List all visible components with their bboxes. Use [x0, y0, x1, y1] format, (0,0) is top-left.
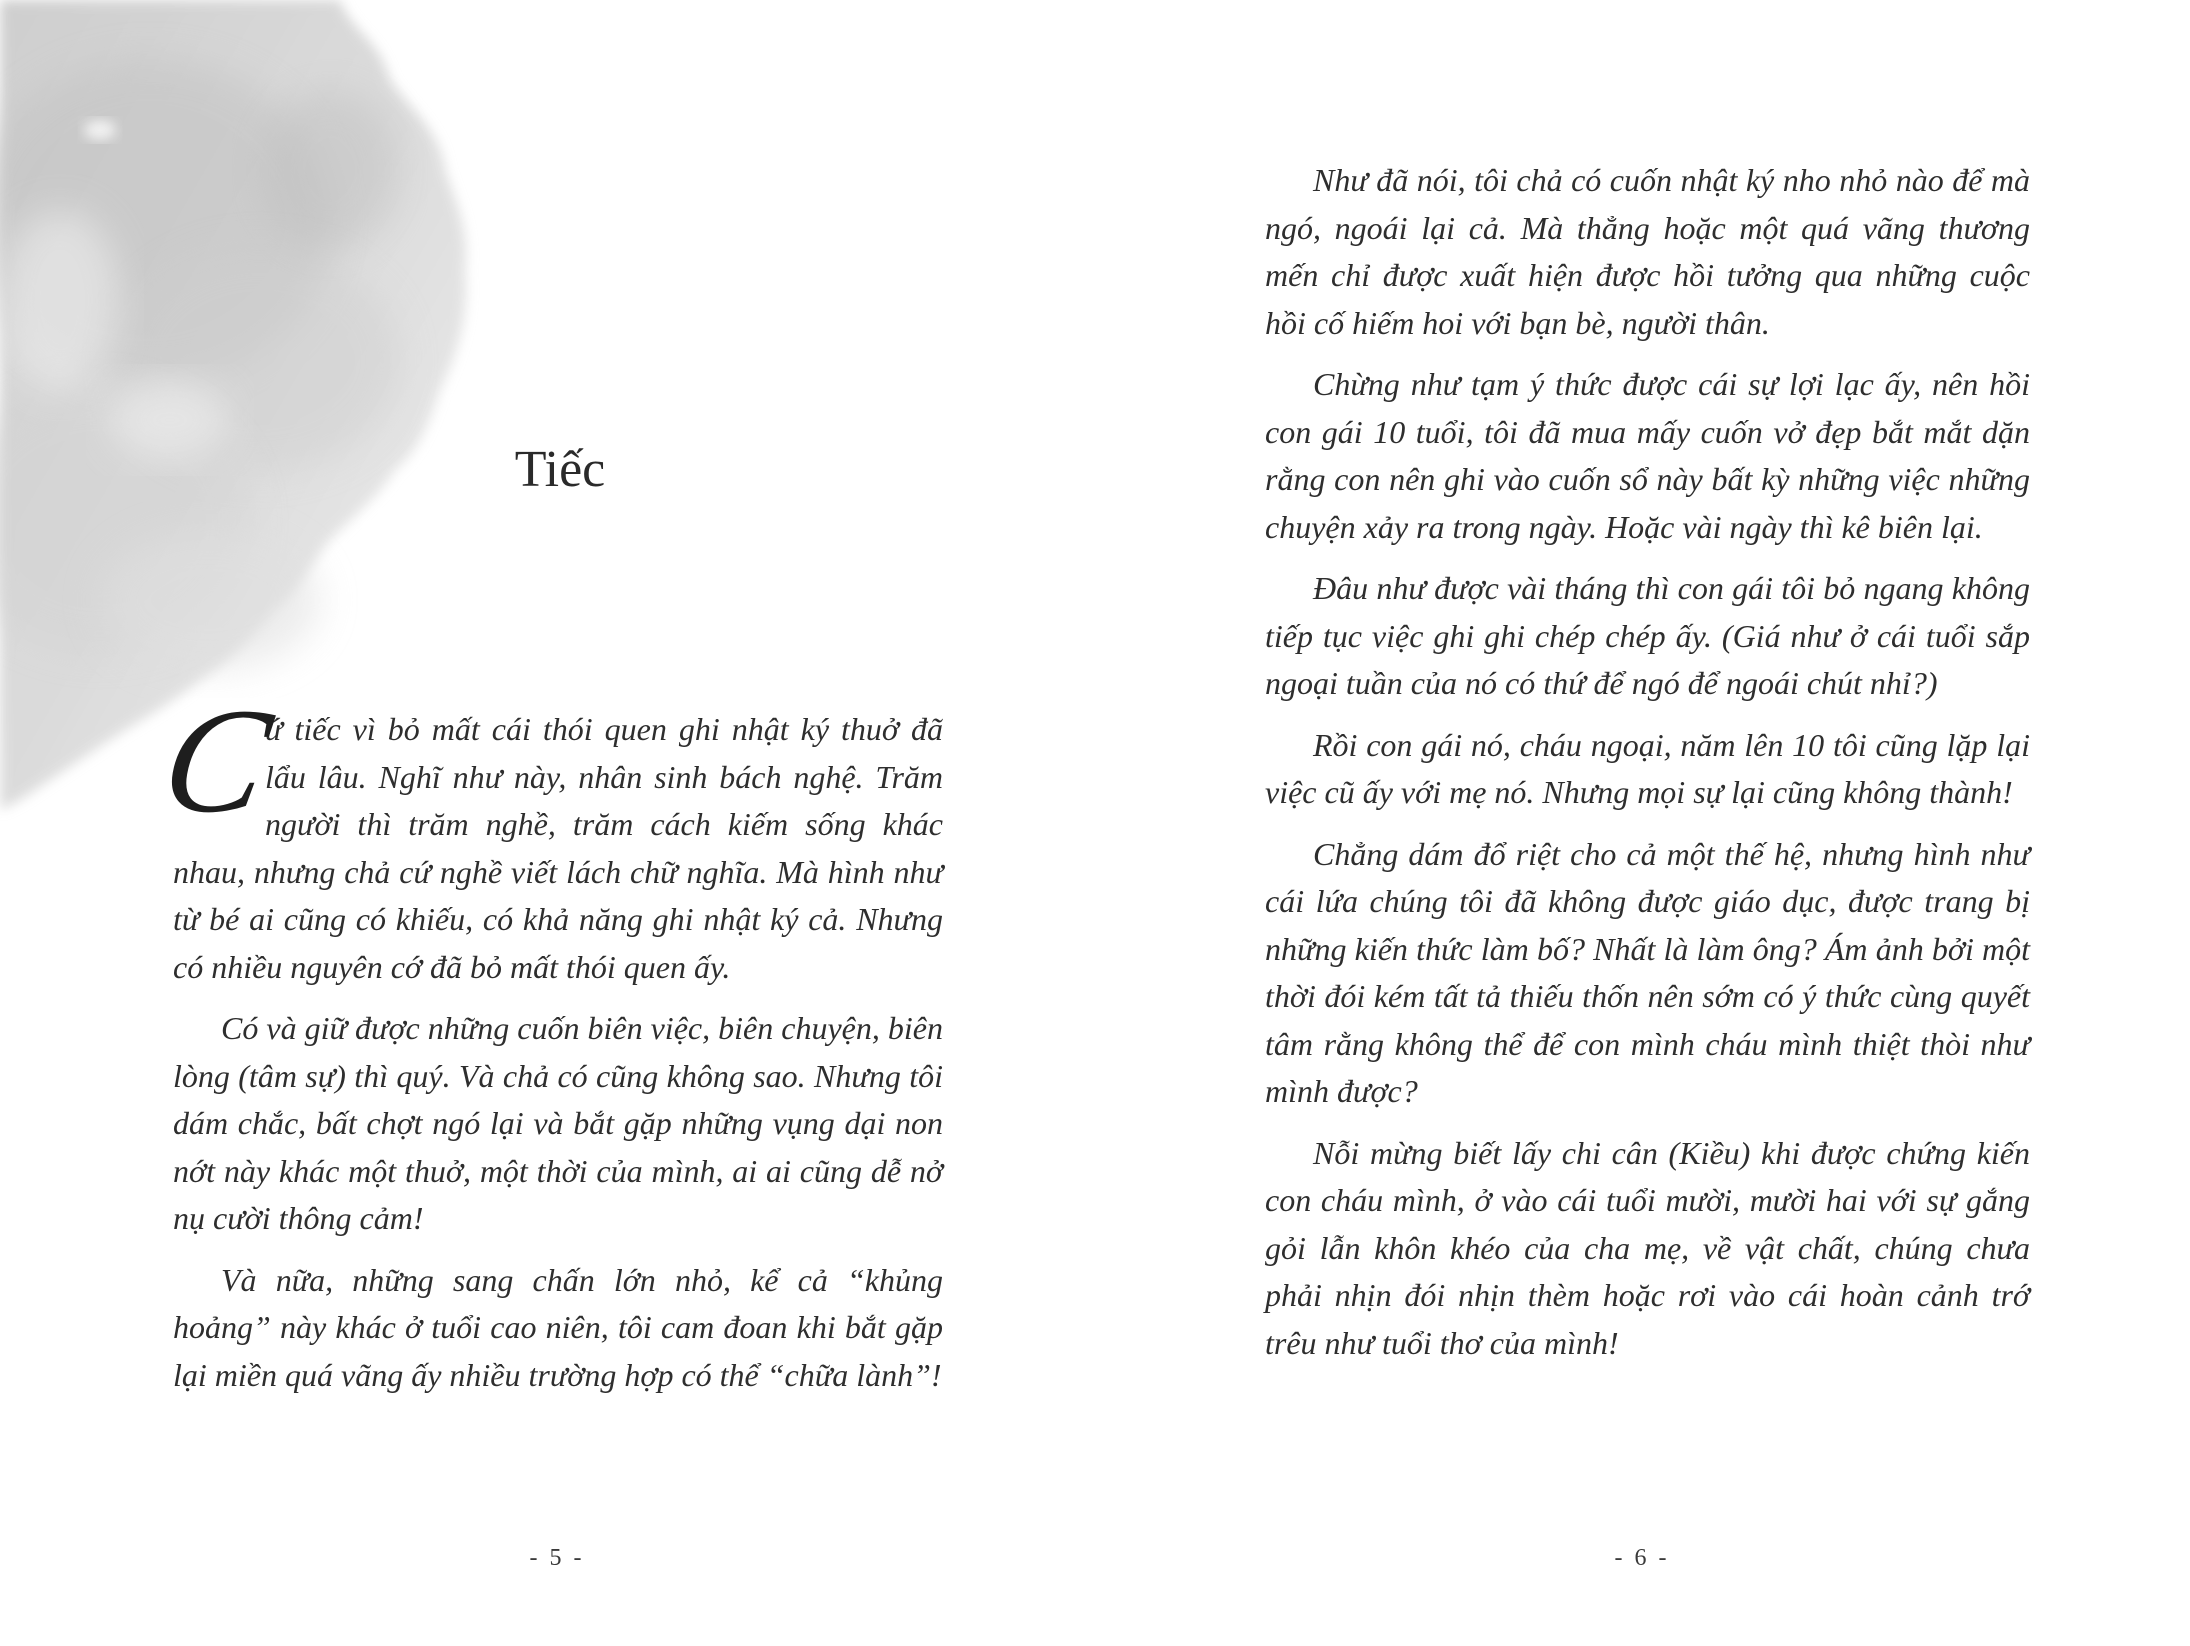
- paragraph: [151, 678, 943, 991]
- drop-cap: C: [151, 678, 282, 844]
- paragraph: Nỗi mừng biết lấy chi cân (Kiều) khi được chứng kiến con cháu mình, ở vào cái tuổi mười, mười hai với sự gắng gỏi lẫn khôn khéo của cha mẹ, về vật chất, chúng chưa phải nhịn đói nhịn thèm hoặc rơi vào cái hoàn cảnh trớ trêu như tuổi thơ của mình!: [1265, 1134, 2030, 1361]
- paragraph: Chừng như tạm ý thức được cái sự lợi lạc ấy, nên hồi con gái 10 tuổi, tôi đã mua mấy cuốn vở đẹp bắt mắt dặn rằng con nên ghi vào cuốn sổ này bất kỳ những việc những chuyện xảy ra trong ngày. Hoặc vài ngày thì kê biên lại.: [1265, 366, 2030, 545]
- paragraph: Rồi con gái nó, cháu ngoại, năm lên 10 tôi cũng lặp lại việc cũ ấy với mẹ nó. Nhưng mọi sự lại cũng không thành!: [1265, 726, 2030, 810]
- paragraph: Đâu như được vài tháng thì con gái tôi bỏ ngang không tiếp tục việc ghi ghi chép chép ấy. (Giá như ở cái tuổi sắp ngoại tuần của nó có thứ để ngó để ngoái chút nhỉ?): [1265, 570, 2030, 701]
- right-body-text: [1265, 157, 2030, 1381]
- right-page: [1095, 0, 2190, 1646]
- page-number: - 6 -: [1614, 1545, 1670, 1571]
- paragraph: Có và giữ được những cuốn biên việc, biên chuyện, biên lòng (tâm sự) thì quý. Và chả có cũng không sao. Nhưng tôi dám chắc, bất chợt ngó lại và bắt gặp những vụng dại non nớt này khác một thuở, một thời của mình, ai ai cũng dễ nở nụ cười thông cảm!: [173, 1010, 943, 1236]
- page-number: - 5 -: [529, 1545, 585, 1571]
- paragraph: Và nữa, những sang chấn lớn nhỏ, kể cả “khủng hoảng” này khác ở tuổi cao niên, tôi cam đoan khi bắt gặp lại miền quá vãng ấy nhiều trường hợp có thể “chữa lành”!: [173, 1261, 943, 1393]
- paragraph: Chẳng dám đổ riệt cho cả một thế hệ, nhưng hình như cái lứa chúng tôi đã không được giáo dục, được trang bị những kiến thức làm bố? Nhất là làm ông? Ám ảnh bởi một thời đói kém tất tả thiếu thốn nên sớm có ý thức cùng quyết tâm rằng không thể để con mình cháu mình thiệt thòi như mình được?: [1265, 835, 2030, 1109]
- paragraph: Như đã nói, tôi chả có cuốn nhật ký nho nhỏ nào để mà ngó, ngoái lại cả. Mà thẳng hoặc một quá vãng thương mến chỉ được xuất hiện được hồi tưởng qua những cuộc hồi cố hiếm hoi với bạn bè, người thân.: [1265, 162, 2030, 341]
- left-body-text: [151, 678, 943, 1413]
- paragraph-text: ứ tiếc vì bỏ mất cái thói quen ghi nhật ký thuở đã lẩu lâu. Nghĩ như này, nhân sinh bách nghệ. Trăm người thì trăm nghề, trăm cách kiếm sống khác nhau, nhưng chả cứ nghề viết lách chữ nghĩa. Mà hình như từ bé ai cũng có khiếu, có khả năng ghi nhật ký cả. Nhưng có nhiều nguyên cớ đã bỏ mất thói quen ấy.: [173, 711, 943, 985]
- chapter-title: Tiếc: [514, 441, 606, 498]
